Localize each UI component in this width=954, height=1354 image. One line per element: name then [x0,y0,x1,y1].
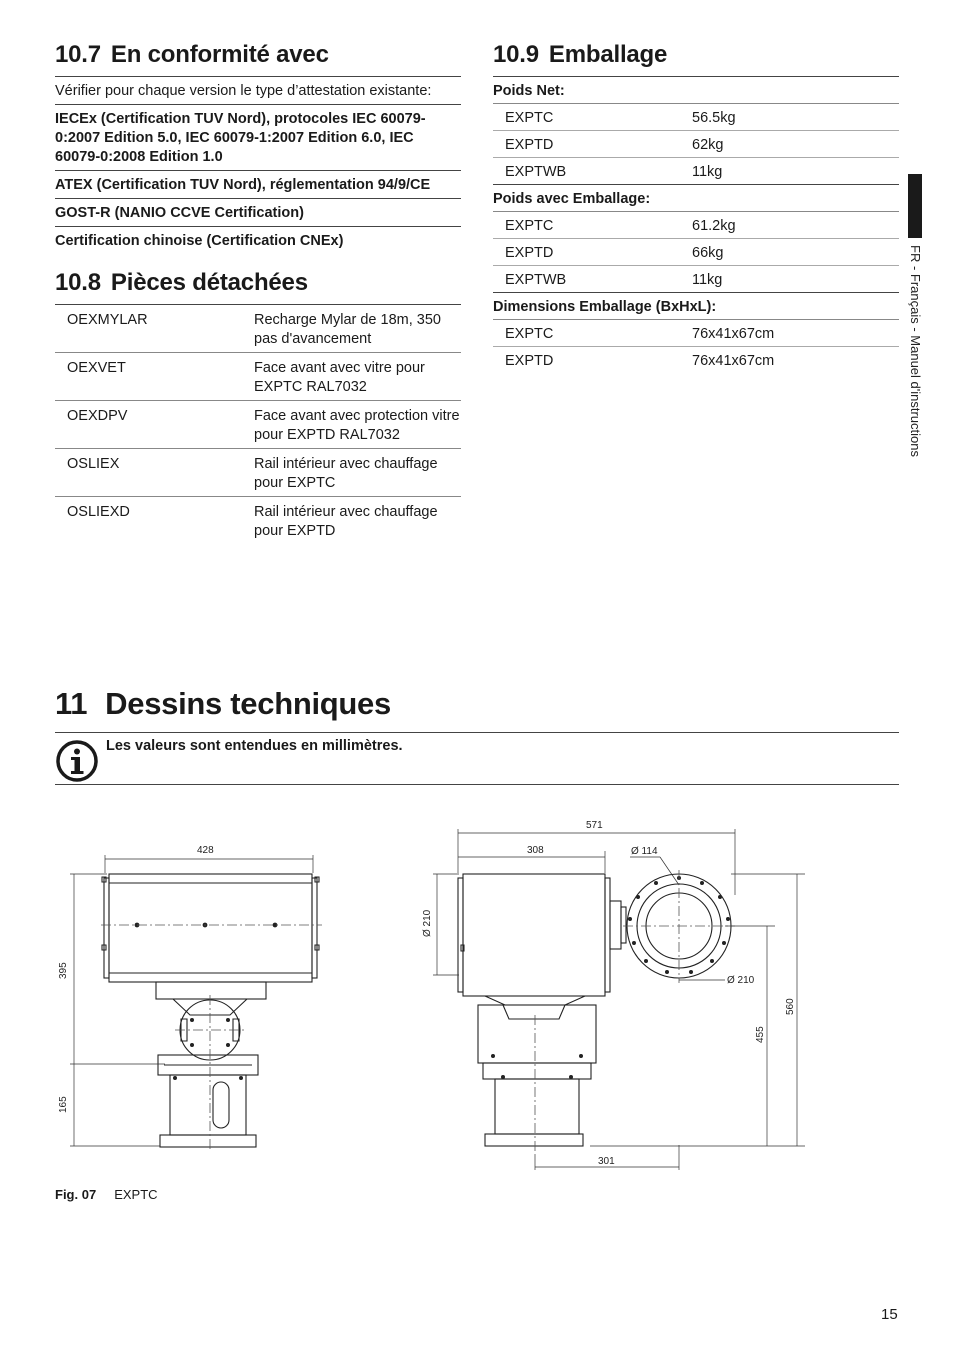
table-row [493,104,899,131]
table-row [493,347,899,373]
dim-label: 165 [58,1096,69,1113]
conformity-intro: Vérifier pour chaque version le type d’attestation existante: [55,77,461,105]
dim-label: 301 [598,1156,615,1167]
dim-label: 560 [785,998,796,1015]
group-gross-weight: Poids avec Emballage: [493,185,899,212]
table-row [55,401,461,449]
part-desc: Face avant avec vitre pour EXPTC RAL7032 [254,353,461,401]
packaging-table [493,77,899,373]
cert-cnex: Certification chinoise (Certification CNEx) [55,233,344,249]
model: EXPTWB [505,272,567,288]
section-number: 10.7 [55,41,101,68]
figure-caption [55,1187,158,1202]
table-row [493,320,899,347]
front-centerlines [101,925,322,1150]
model: EXPTC [505,326,554,342]
table-row [55,353,461,401]
side-tab-marker [908,174,922,238]
value: 76x41x67cm [692,326,775,342]
side-view [458,874,731,1146]
table-row [493,212,899,239]
model: EXPTD [505,245,554,261]
table-row [55,449,461,497]
group-dimensions: Dimensions Emballage (BxHxL): [493,293,899,320]
value: 66kg [692,245,724,261]
section-10-9-heading [493,40,899,77]
part-code: OEXVET [55,353,254,401]
technical-drawing-exptc [45,815,835,1170]
page-number: 15 [881,1306,898,1323]
section-10-8-heading [55,268,461,305]
figure-text: EXPTC [114,1187,158,1202]
side-centerlines [535,870,735,1155]
part-code: OEXMYLAR [55,305,254,353]
value: 56.5kg [692,110,736,126]
table-row [493,239,899,266]
value: 61.2kg [692,218,736,234]
cert-iecex: IECEx (Certification TUV Nord), protocoles IEC 60079-0:2007 Edition 5.0, IEC 60079-1:2007 Edition 6.0, IEC 60079-0:2008 Edition 1.0 [55,105,461,171]
value: 11kg [692,164,723,180]
side-dimension-labels [422,820,796,1167]
section-title: Dessins techniques [105,686,391,721]
model: EXPTC [505,218,554,234]
part-code: OSLIEX [55,449,254,497]
section-number: 11 [55,686,88,721]
table-row [493,266,899,293]
part-desc: Recharge Mylar de 18m, 350 pas d'avancement [254,305,461,353]
value: 76x41x67cm [692,353,775,369]
table-row [55,497,461,545]
part-code: OEXDPV [55,401,254,449]
dim-label: 395 [58,962,69,979]
model: EXPTWB [505,164,567,180]
dim-label: Ø 114 [631,846,658,857]
table-row [55,305,461,353]
dim-label: 428 [197,845,214,856]
left-column [55,40,461,544]
note-text: Les valeurs sont entendues en millimètres. [106,738,403,754]
section-11-heading [55,684,899,733]
table-row [493,158,899,185]
right-column [493,40,899,373]
side-language-label: FR - Français - Manuel d'instructions [908,245,923,457]
section-title: En conformité avec [110,41,329,68]
part-desc: Rail intérieur avec chauffage pour EXPTC [254,449,461,497]
section-10-7-heading [55,40,461,77]
model: EXPTD [505,353,554,369]
section-title: Pièces détachées [110,269,308,296]
dim-label: Ø 210 [422,909,433,937]
table-row [493,131,899,158]
value: 62kg [692,137,724,153]
model: EXPTD [505,137,554,153]
part-desc: Rail intérieur avec chauffage pour EXPTD [254,504,438,539]
dim-label: Ø 210 [727,975,755,986]
info-icon [55,739,99,783]
group-net-weight: Poids Net: [493,77,899,104]
cert-atex: ATEX (Certification TUV Nord), réglementation 94/9/CE [55,171,461,199]
section-number: 10.9 [493,41,539,68]
dim-label: 455 [755,1026,766,1043]
front-dimension-labels [58,845,214,1113]
info-note [55,734,899,785]
part-code: OSLIEXD [67,504,130,520]
cert-gost: GOST-R (NANIO CCVE Certification) [55,199,461,227]
model: EXPTC [505,110,554,126]
side-dimension-lines [433,829,805,1170]
spare-parts-table [55,305,461,544]
front-dimension-lines [70,855,313,1146]
part-desc: Face avant avec protection vitre pour EXPTD RAL7032 [254,401,461,449]
section-title: Emballage [548,41,668,68]
figure-number: Fig. 07 [55,1187,97,1202]
value: 11kg [692,272,723,288]
dim-label: 308 [527,845,544,856]
dim-label: 571 [586,820,603,831]
front-view [102,874,319,1147]
section-number: 10.8 [55,269,101,296]
front-bolts [135,923,278,1080]
